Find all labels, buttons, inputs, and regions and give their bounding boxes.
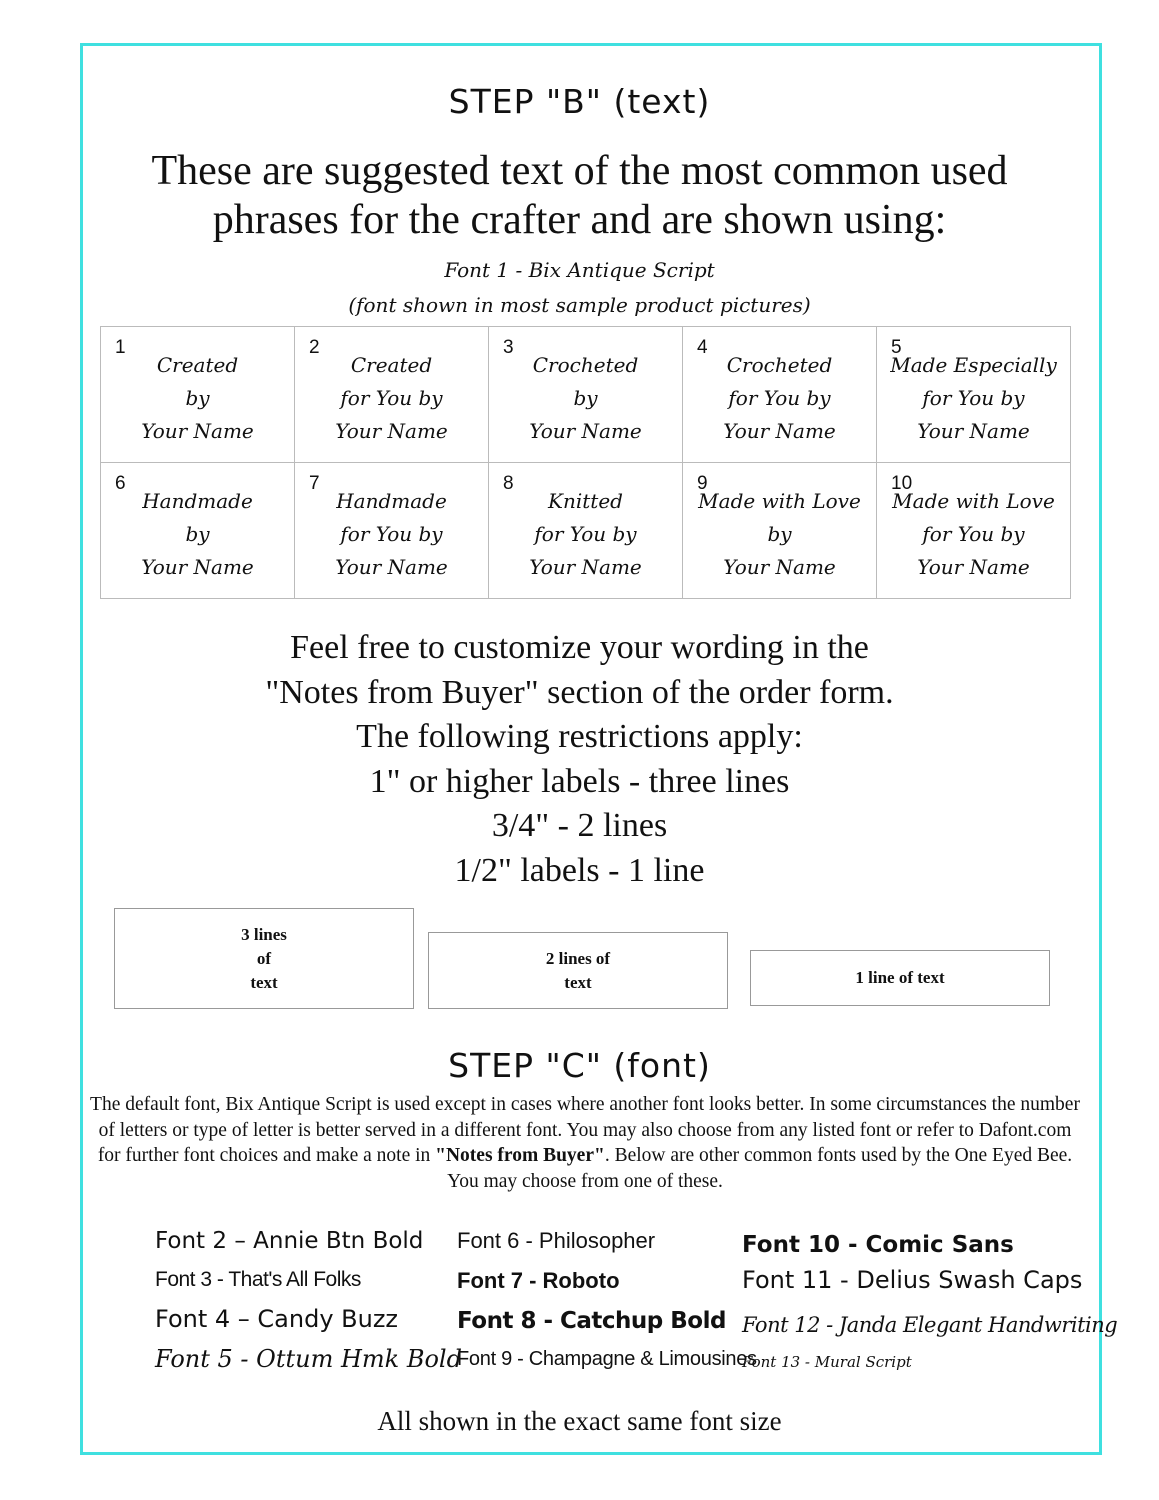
font-sample-4: Font 4 – Candy Buzz xyxy=(155,1305,399,1333)
sample-line: Your Name xyxy=(723,555,836,579)
font1-label: Font 1 - Bix Antique Script xyxy=(444,258,715,282)
font-sample-13: Font 13 - Mural Script xyxy=(742,1353,912,1371)
box-text: 1 line of text xyxy=(855,968,945,987)
box-text: of xyxy=(256,948,272,968)
sample-cell xyxy=(101,463,295,599)
sample-line: Your Name xyxy=(917,555,1030,579)
sample-line: Created xyxy=(156,353,239,377)
sample-line: Made Especially xyxy=(890,353,1057,377)
sample-line: Handmade xyxy=(336,489,447,513)
sample-line: Knitted xyxy=(548,489,623,513)
sample-number: 2 xyxy=(309,337,320,358)
sample-line: by xyxy=(185,386,210,410)
font-sample-6: Font 6 - Philosopher xyxy=(457,1228,656,1253)
sample-number: 1 xyxy=(115,337,126,358)
sample-number: 4 xyxy=(697,337,708,358)
sample-line: Crocheted xyxy=(532,353,639,377)
font-sample-7: Font 7 - Roboto xyxy=(457,1268,620,1293)
customize-line: "Notes from Buyer" section of the order form. xyxy=(265,673,894,711)
customize-line: 1/2" labels - 1 line xyxy=(454,851,705,889)
footer-note: All shown in the exact same font size xyxy=(377,1406,782,1436)
sample-number: 3 xyxy=(503,337,514,358)
intro-line-2: phrases for the crafter and are shown using: xyxy=(212,197,947,243)
font-desc-text: . Below are other common fonts used by the One Eyed Bee. You may choose from one of these. xyxy=(447,1145,1073,1192)
sample-line: for You by xyxy=(728,386,831,410)
sample-cell xyxy=(101,327,295,463)
font-sample-8: Font 8 - Catchup Bold xyxy=(457,1308,726,1334)
sample-line: by xyxy=(573,386,598,410)
box-text: 3 lines xyxy=(241,924,287,944)
sample-phrases-grid xyxy=(100,326,1071,599)
customize-text xyxy=(0,626,1159,893)
sample-line: Your Name xyxy=(917,419,1030,443)
sample-line: Your Name xyxy=(141,555,254,579)
sample-line: Your Name xyxy=(723,419,836,443)
sample-cell xyxy=(877,463,1071,599)
sample-number: 9 xyxy=(697,473,708,494)
sample-line: for You by xyxy=(534,522,637,546)
sample-number: 7 xyxy=(309,473,320,494)
sample-line: for You by xyxy=(340,522,443,546)
intro-line-1: These are suggested text of the most common used xyxy=(151,148,1008,194)
customize-line: 1" or higher labels - three lines xyxy=(369,762,790,800)
sample-cell xyxy=(877,327,1071,463)
box-text: 2 lines of xyxy=(545,948,611,968)
box-text: text xyxy=(250,972,278,992)
font-sample-3: Font 3 - That's All Folks xyxy=(155,1268,361,1291)
sample-line: Your Name xyxy=(335,555,448,579)
font-sample-9: Font 9 - Champagne & Limousines xyxy=(457,1348,757,1370)
customize-line: The following restrictions apply: xyxy=(356,718,803,755)
sample-line: Your Name xyxy=(529,419,642,443)
sample-line: for You by xyxy=(922,386,1025,410)
customize-line: 3/4" - 2 lines xyxy=(491,807,668,844)
font-sample-5: Font 5 - Ottum Hmk Bold xyxy=(155,1345,462,1373)
sample-line: Crocheted xyxy=(726,353,833,377)
sample-number: 5 xyxy=(891,337,902,358)
sample-line: Handmade xyxy=(142,489,253,513)
font-description xyxy=(85,1092,1085,1194)
sample-cell xyxy=(489,327,683,463)
sample-number: 8 xyxy=(503,473,514,494)
customize-line: Feel free to customize your wording in the xyxy=(290,629,869,666)
three-line-label-box xyxy=(114,908,414,1009)
two-line-label-box xyxy=(428,932,728,1009)
sample-line: by xyxy=(185,522,210,546)
step-c-title: STEP "C" (font) xyxy=(448,1046,711,1085)
sample-cell xyxy=(295,327,489,463)
font-sample-10: Font 10 - Comic Sans xyxy=(742,1232,1014,1258)
one-line-label-box xyxy=(750,950,1050,1006)
sample-line: for You by xyxy=(340,386,443,410)
sample-line: Made with Love xyxy=(698,489,861,513)
font-desc-text: The default font, Bix Antique Script is used except in cases where another font looks better. In some circumstances the number of letters or type of letter is better served in a different font. You may also choose from any listed font or refer to Dafont.com for further font choices and make a note in xyxy=(90,1094,1080,1166)
sample-cell xyxy=(489,463,683,599)
font-desc-bold: "Notes from Buyer" xyxy=(435,1145,605,1166)
box-text: text xyxy=(564,972,592,992)
font-sample-11: Font 11 - Delius Swash Caps xyxy=(742,1266,1083,1294)
font-sample-2: Font 2 – Annie Btn Bold xyxy=(155,1228,424,1254)
step-b-title: STEP "B" (text) xyxy=(448,82,711,121)
sample-cell xyxy=(683,463,877,599)
sample-line: Your Name xyxy=(141,419,254,443)
sample-cell xyxy=(683,327,877,463)
sample-line: for You by xyxy=(922,522,1025,546)
font1-note: (font shown in most sample product pictures) xyxy=(348,293,811,317)
font-sample-12: Font 12 - Janda Elegant Handwriting xyxy=(742,1313,1118,1337)
sample-line: Made with Love xyxy=(892,489,1055,513)
sample-cell xyxy=(295,463,489,599)
sample-line: Your Name xyxy=(529,555,642,579)
sample-number: 6 xyxy=(115,473,126,494)
sample-line: Your Name xyxy=(335,419,448,443)
sample-line: by xyxy=(767,522,792,546)
sample-number: 10 xyxy=(891,473,913,494)
sample-line: Created xyxy=(350,353,433,377)
